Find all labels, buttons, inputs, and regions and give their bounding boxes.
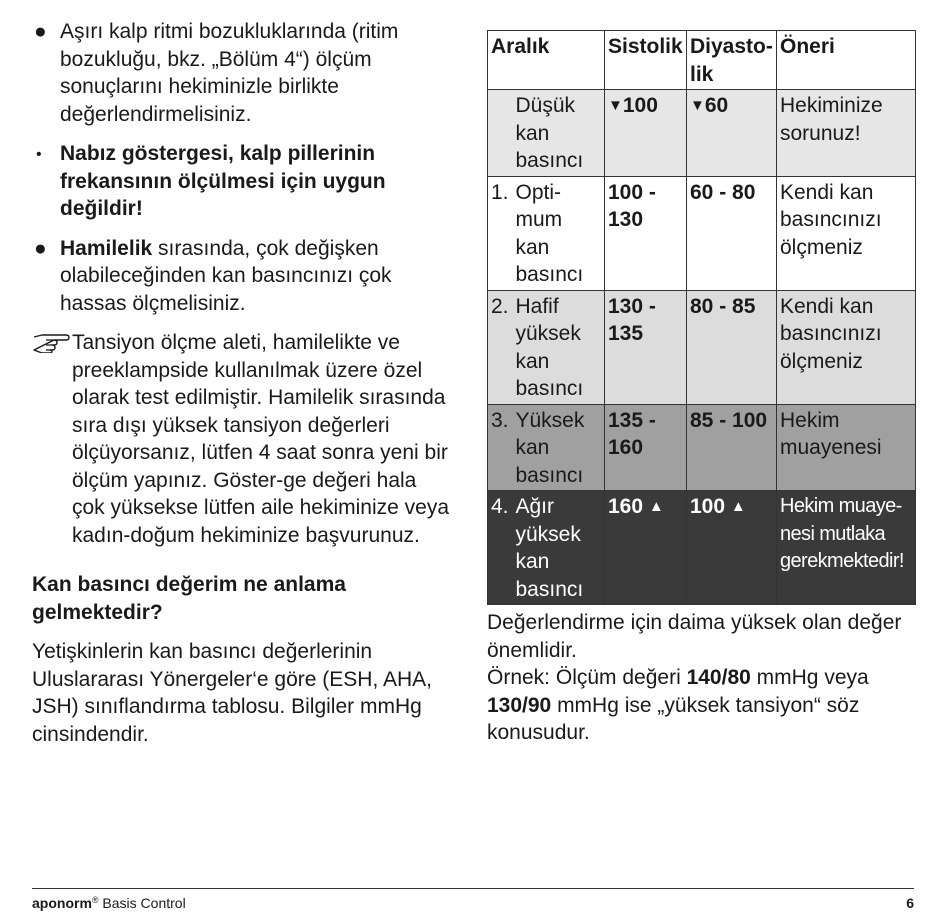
example-text: mmHg ise „yüksek tansiyon“ söz konusudur.	[487, 693, 860, 744]
bullet-item-arrhythmia	[32, 18, 452, 128]
row-number: 3.	[488, 404, 515, 491]
bullet-item-pacemaker	[32, 140, 452, 223]
product-name: Basis Control	[98, 895, 186, 911]
example-text: mmHg veya	[750, 666, 869, 689]
evaluation-example	[487, 664, 915, 747]
blood-pressure-table	[487, 30, 916, 605]
right-column	[487, 30, 915, 747]
bullet-dot-icon: ●	[34, 236, 47, 260]
page-number: 6	[906, 895, 914, 911]
example-value-1: 140/80	[686, 666, 751, 689]
systolic-value: 100	[622, 94, 658, 117]
systolic-value: 160	[608, 495, 644, 518]
row-number: 1.	[488, 176, 515, 290]
row-diastolic: 85 - 100	[687, 404, 777, 491]
bullet-text: Aşırı kalp ritmi bozukluklarında (ritim bozukluğu, bkz. „Bölüm 4“) ölçüm sonuçlarını hekiminizle birlikte değerlendirmelisiniz.	[60, 20, 399, 126]
footer-divider	[32, 888, 914, 889]
brand-name: aponorm	[32, 895, 92, 911]
note-text: Tansiyon ölçme aleti, hamilelikte ve preeklampside kullanılmak üzere özel olarak test edilmiştir. Hamilelik sırasında sıra dışı yüksek tansiyon değerleri ölçüyorsanız, lütfen 4 saat sonra yeni bir ölçüm yapınız. Göster-ge değeri hala çok yüksekse lütfen aile hekiminize veya kadın-doğum hekiminize başvurunuz.	[72, 331, 450, 547]
left-column	[32, 18, 452, 748]
row-recommendation: Hekim muayenesi	[777, 404, 916, 491]
section-paragraph: Yetişkinlerin kan basıncı değerlerinin Uluslararası Yönergeler‘e göre (ESH, AHA, JSH) sınıflandırma tablosu. Bilgiler mmHg cinsindendir.	[32, 640, 432, 746]
row-number: 4.	[488, 491, 515, 605]
row-range: Opti-mum kan basıncı	[515, 176, 605, 290]
row-recommendation: Hekiminize sorunuz!	[777, 90, 916, 177]
arrow-down-icon: ▼	[608, 97, 623, 114]
pointing-hand-icon	[32, 329, 70, 353]
row-systolic: 135 - 160	[605, 404, 687, 491]
bullet-bold-text: Hamilelik	[60, 236, 153, 260]
table-row	[488, 176, 916, 290]
row-recommendation: Kendi kan basıncınızı ölçmeniz	[777, 290, 916, 404]
row-recommendation: Hekim muaye-nesi mutlaka gerekmektedir!	[777, 491, 916, 605]
row-recommendation: Kendi kan basıncınızı ölçmeniz	[777, 176, 916, 290]
row-range: Düşük kan basıncı	[515, 90, 605, 177]
table-row	[488, 491, 916, 605]
bullet-dot-icon: ●	[34, 20, 47, 43]
registered-mark: ®	[91, 895, 99, 905]
bullet-text: sırasında, çok değişken olabileceğinden kan basıncınızı çok hassas ölçmelisiniz.	[60, 236, 392, 315]
bullet-dot-icon: •	[36, 146, 42, 163]
header-systolic: Sistolik	[605, 31, 687, 90]
table-row	[488, 90, 916, 177]
note-pregnancy	[32, 329, 452, 549]
example-value-2: 130/90	[487, 693, 552, 717]
row-systolic	[605, 90, 687, 177]
example-text: Örnek: Ölçüm değeri	[487, 666, 687, 689]
row-systolic: 100 - 130	[605, 176, 687, 290]
bullet-text: Nabız göstergesi, kalp pillerinin frekansının ölçülmesi için uygun değildir!	[60, 142, 386, 220]
bullet-item-pregnancy	[32, 235, 452, 318]
header-diastolic: Diyasto-lik	[687, 31, 777, 90]
header-range: Aralık	[488, 31, 605, 90]
table-header-row	[488, 31, 916, 90]
arrow-up-icon: ▲	[648, 498, 664, 515]
row-number	[488, 90, 515, 177]
diastolic-value: 100	[690, 495, 726, 518]
row-systolic: 130 - 135	[605, 290, 687, 404]
row-range: Yüksek kan basıncı	[515, 404, 605, 491]
row-diastolic: 60 - 80	[687, 176, 777, 290]
diastolic-value: 60	[704, 94, 729, 117]
arrow-up-icon: ▲	[730, 498, 746, 515]
table-row	[488, 404, 916, 491]
row-range: Hafif yüksek kan basıncı	[515, 290, 605, 404]
evaluation-note: Değerlendirme için daima yüksek olan değer önemlidir.	[487, 611, 902, 662]
header-recommendation: Öneri	[777, 31, 916, 90]
row-number: 2.	[488, 290, 515, 404]
arrow-down-icon: ▼	[690, 97, 705, 114]
table-row	[488, 290, 916, 404]
row-systolic	[605, 491, 687, 605]
evaluation-text	[487, 609, 915, 747]
row-range: Ağır yüksek kan basıncı	[515, 491, 605, 605]
section-heading: Kan basıncı değerim ne anlama gelmektedir?	[32, 573, 346, 624]
footer-brand	[32, 895, 186, 911]
row-diastolic: 80 - 85	[687, 290, 777, 404]
row-diastolic	[687, 491, 777, 605]
row-diastolic	[687, 90, 777, 177]
